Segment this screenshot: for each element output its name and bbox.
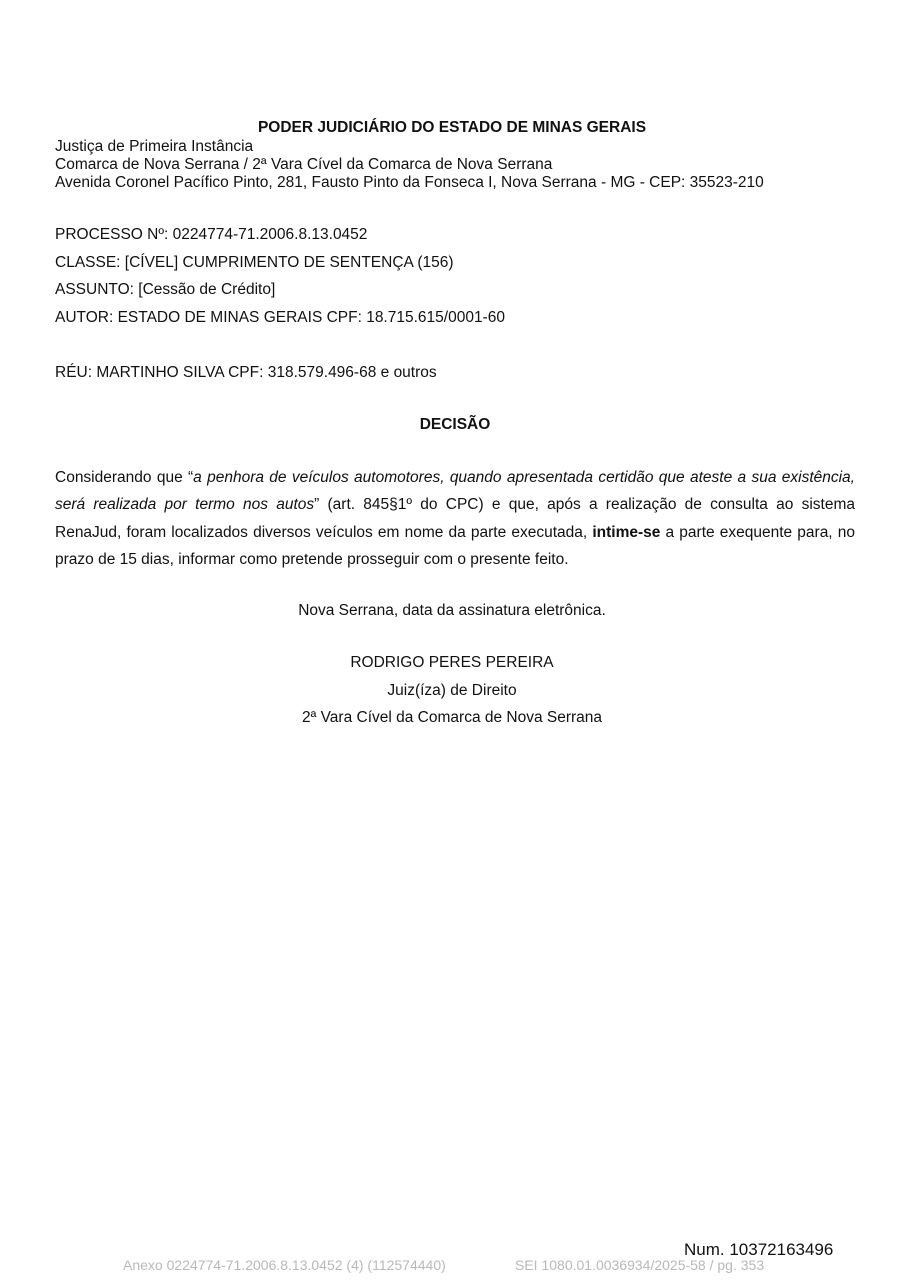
case-subject: ASSUNTO: [Cessão de Crédito]	[55, 281, 276, 298]
decision-text-middle: ” (art. 845§1º do CPC) e que, após a realização de consulta ao sistema RenaJud, foram localizados diversos veículos em nome da parte executada,	[55, 496, 855, 541]
case-defendant: RÉU: MARTINHO SILVA CPF: 318.579.496-68 e outros	[55, 364, 437, 381]
annex-reference: Anexo 0224774-71.2006.8.13.0452 (4) (112574440)	[123, 1257, 446, 1273]
sei-reference: SEI 1080.01.0036934/2025-58 / pg. 353	[515, 1257, 765, 1273]
case-author: AUTOR: ESTADO DE MINAS GERAIS CPF: 18.715.615/0001-60	[55, 309, 505, 326]
decision-text-start: Considerando que “	[55, 469, 194, 486]
decision-body	[55, 464, 855, 574]
document-number: Num. 10372163496	[684, 1240, 834, 1259]
processo-number: PROCESSO Nº: 0224774-71.2006.8.13.0452	[55, 226, 368, 243]
instance-line: Justiça de Primeira Instância	[55, 138, 254, 155]
judge-name: RODRIGO PERES PEREIRA	[350, 654, 554, 671]
address-line: Avenida Coronel Pacífico Pinto, 281, Fausto Pinto da Fonseca I, Nova Serrana - MG - CEP: 35523-210	[55, 174, 764, 191]
court-unit: 2ª Vara Cível da Comarca de Nova Serrana	[301, 709, 603, 726]
judge-title: Juiz(íza) de Direito	[387, 682, 517, 699]
comarca-line: Comarca de Nova Serrana / 2ª Vara Cível da Comarca de Nova Serrana	[55, 156, 553, 173]
place-date: Nova Serrana, data da assinatura eletrônica.	[298, 602, 606, 619]
case-class: CLASSE: [CÍVEL] CUMPRIMENTO DE SENTENÇA (156)	[55, 254, 454, 271]
decision-order: intime-se	[592, 523, 661, 541]
decision-title: DECISÃO	[419, 416, 491, 433]
court-title: PODER JUDICIÁRIO DO ESTADO DE MINAS GERAIS	[257, 119, 647, 136]
decision-quote: a penhora de veículos automotores, quando apresentada certidão que ateste a sua existência, será realizada por termo nos autos	[55, 469, 855, 514]
decision-text-end: a parte exequente para, no prazo de 15 dias, informar como pretende prosseguir com o presente feito.	[55, 523, 855, 569]
